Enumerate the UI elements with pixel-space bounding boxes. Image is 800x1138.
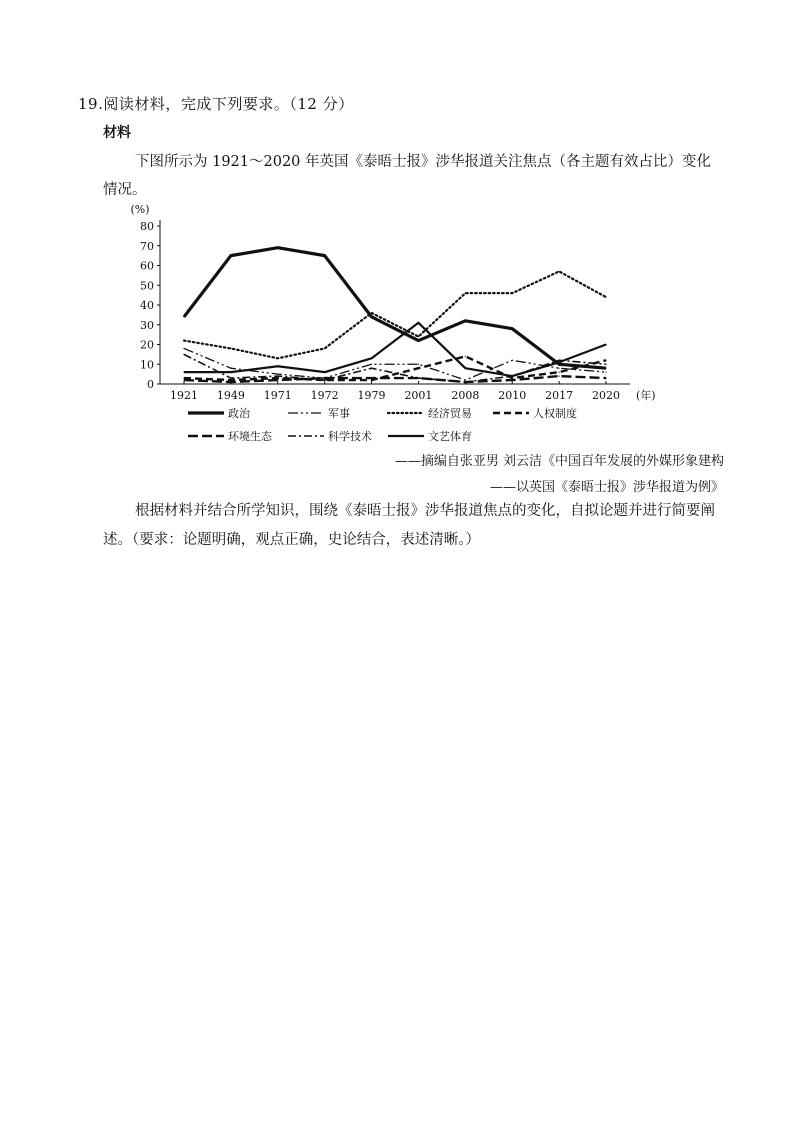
data-point <box>183 348 184 349</box>
x-tick-label: 2001 <box>404 389 433 402</box>
data-point <box>559 368 560 369</box>
data-point <box>230 377 231 378</box>
data-point <box>559 372 560 373</box>
data-point <box>418 368 419 369</box>
data-point <box>277 247 278 248</box>
data-point <box>605 377 606 378</box>
data-point <box>183 340 184 341</box>
x-axis-label: (年) <box>636 389 656 402</box>
data-point <box>371 312 372 313</box>
data-point <box>465 356 466 357</box>
data-point <box>465 293 466 294</box>
data-point <box>605 344 606 345</box>
data-point <box>605 297 606 298</box>
series-line-0 <box>184 248 606 368</box>
data-point <box>605 364 606 365</box>
data-point <box>324 255 325 256</box>
data-point <box>465 381 466 382</box>
y-tick-label: 20 <box>140 338 154 352</box>
data-point <box>183 372 184 373</box>
data-point <box>559 376 560 377</box>
y-tick-label: 10 <box>140 358 154 372</box>
x-tick-label: 2008 <box>451 389 480 402</box>
data-point <box>605 368 606 369</box>
data-point <box>418 364 419 365</box>
data-point <box>324 348 325 349</box>
data-point <box>512 376 513 377</box>
data-point <box>324 372 325 373</box>
series-line-6 <box>184 323 606 376</box>
data-point <box>418 340 419 341</box>
data-point <box>183 354 184 355</box>
x-tick-label: 1949 <box>216 389 245 402</box>
data-point <box>324 377 325 378</box>
data-point <box>371 379 372 380</box>
legend-label-3: 人权制度 <box>533 407 577 420</box>
data-point <box>277 377 278 378</box>
data-point <box>371 377 372 378</box>
legend-label-0: 政治 <box>228 407 250 420</box>
x-tick-label: 1972 <box>310 389 339 402</box>
legend-label-1: 军事 <box>328 407 350 420</box>
data-point <box>230 379 231 380</box>
data-point <box>605 372 606 373</box>
source-citation-line2: ——以英国《泰晤士报》涉华报道为例》 <box>489 480 724 495</box>
x-tick-label: 1979 <box>357 389 386 402</box>
x-tick-label: 2017 <box>545 389 574 402</box>
y-tick-label: 30 <box>140 318 154 332</box>
series-line-2 <box>184 271 606 358</box>
data-point <box>183 379 184 380</box>
data-point <box>230 368 231 369</box>
y-tick-label: 0 <box>147 378 154 391</box>
x-tick-label: 2020 <box>592 389 620 402</box>
y-tick-label: 50 <box>140 279 154 293</box>
data-point <box>559 360 560 361</box>
data-point <box>559 271 560 272</box>
x-tick-label: 1921 <box>170 389 198 402</box>
data-point <box>371 364 372 365</box>
data-point <box>277 374 278 375</box>
data-point <box>512 379 513 380</box>
data-point <box>230 348 231 349</box>
y-tick-label: 60 <box>140 259 154 273</box>
focus-line-chart <box>100 200 700 450</box>
data-point <box>512 293 513 294</box>
data-point <box>371 358 372 359</box>
legend-label-5: 科学技术 <box>328 430 372 443</box>
data-point <box>559 362 560 363</box>
y-tick-label: 70 <box>140 239 154 253</box>
legend-label-2: 经济贸易 <box>428 407 472 420</box>
data-point <box>371 316 372 317</box>
material-intro: 下图所示为 1921～2020 年英国《泰晤士报》涉华报道关注焦点（各主题有效占比）变化情况。 <box>103 154 712 198</box>
data-point <box>559 364 560 365</box>
data-point <box>183 377 184 378</box>
data-point <box>512 377 513 378</box>
source-citation-line1: ——摘编自张亚男 刘云洁《中国百年发展的外媒形象建构 <box>394 454 724 469</box>
y-tick-label: 80 <box>140 220 154 233</box>
data-point <box>418 377 419 378</box>
data-point <box>277 376 278 377</box>
data-point <box>465 368 466 369</box>
data-point <box>371 368 372 369</box>
data-point <box>465 379 466 380</box>
y-axis-label: (%) <box>130 203 150 216</box>
data-point <box>605 360 606 361</box>
x-tick-label: 1971 <box>263 389 292 402</box>
question-title: 19.阅读材料，完成下列要求。（12 分） <box>78 95 354 113</box>
x-tick-label: 2010 <box>498 389 527 402</box>
data-point <box>230 372 231 373</box>
data-point <box>230 255 231 256</box>
data-point <box>512 360 513 361</box>
legend-label-6: 文艺体育 <box>428 430 472 443</box>
question-prompt: 根据材料并结合所学知识，围绕《泰晤士报》涉华报道焦点的变化，自拟论题并进行简要阐述。（要求：论题明确，观点正确，史论结合，表述清晰。） <box>103 503 715 548</box>
y-tick-label: 40 <box>140 299 154 312</box>
data-point <box>418 322 419 323</box>
data-point <box>512 328 513 329</box>
data-point <box>418 336 419 337</box>
data-point <box>324 379 325 380</box>
data-point <box>230 381 231 382</box>
data-point <box>277 379 278 380</box>
data-point <box>183 316 184 317</box>
data-point <box>277 366 278 367</box>
data-point <box>277 358 278 359</box>
material-label: 材料 <box>103 125 131 141</box>
legend-label-4: 环境生态 <box>228 430 272 443</box>
data-point <box>465 320 466 321</box>
